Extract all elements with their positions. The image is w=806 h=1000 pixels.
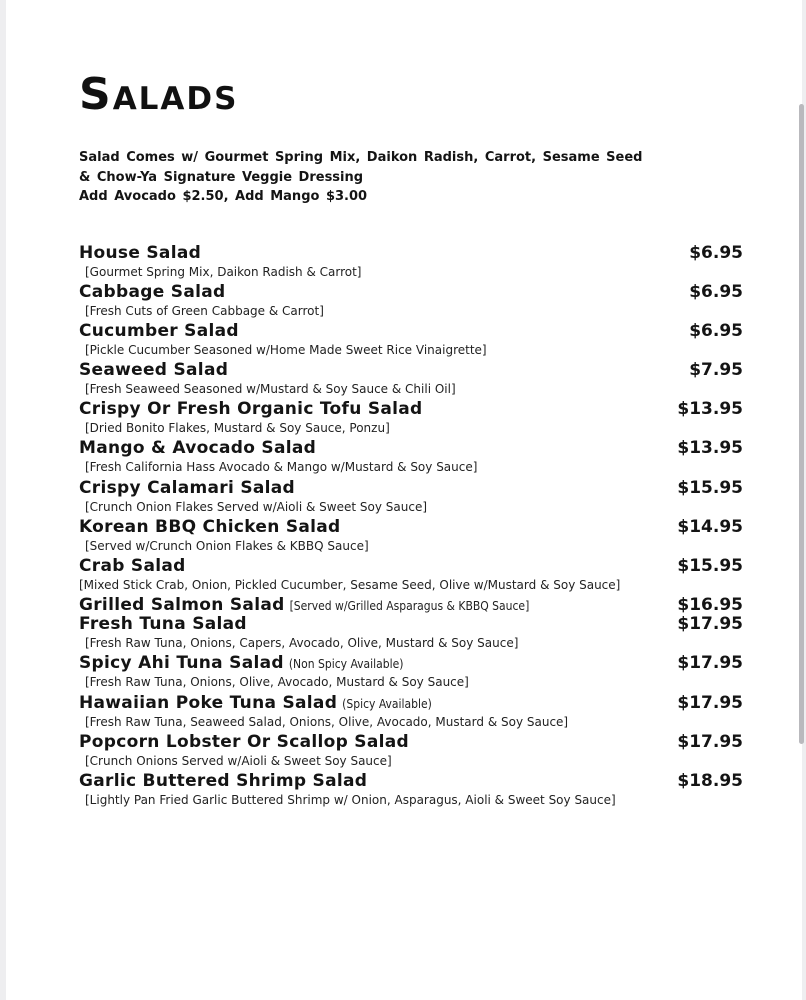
menu-item	[79, 359, 747, 398]
menu-item	[79, 281, 747, 320]
menu-item-description: [Crunch Onions Served w/Aioli & Sweet Soy Sauce]	[85, 753, 392, 768]
salad-menu-list	[79, 242, 747, 809]
menu-item	[79, 613, 747, 652]
menu-item-description: [Fresh Seaweed Seasoned w/Mustard & Soy Sauce & Chili Oil]	[85, 382, 456, 397]
menu-item-description: [Fresh Raw Tuna, Onions, Olive, Avocado, Mustard & Soy Sauce]	[85, 675, 469, 690]
intro-line: Salad Comes w/ Gourmet Spring Mix, Daikon Radish, Carrot, Sesame Seed	[79, 150, 643, 165]
menu-item-heading	[79, 477, 295, 500]
menu-item-description: [Fresh Cuts of Green Cabbage & Carrot]	[85, 304, 324, 319]
menu-item-name: Cucumber Salad	[79, 321, 239, 342]
menu-item-description: [Fresh Raw Tuna, Onions, Capers, Avocado, Olive, Mustard & Soy Sauce]	[85, 636, 519, 651]
menu-item-name: House Salad	[79, 243, 202, 263]
menu-item	[79, 437, 747, 476]
menu-item-heading	[79, 555, 186, 578]
menu-item-name: Spicy Ahi Tuna Salad	[79, 653, 284, 674]
menu-item-price: $15.95	[677, 555, 743, 576]
menu-item	[79, 516, 747, 555]
menu-item-price: $17.95	[677, 692, 743, 713]
menu-item-price: $17.95	[677, 653, 743, 674]
menu-item-price: $17.95	[677, 731, 743, 752]
menu-item-name: Mango & Avocado Salad	[79, 438, 317, 459]
menu-item-name: Korean BBQ Chicken Salad	[79, 516, 341, 537]
menu-page	[6, 0, 802, 1000]
menu-item	[79, 398, 747, 437]
menu-item-heading	[79, 613, 247, 636]
menu-item-price: $17.95	[677, 614, 743, 635]
menu-item-price: $18.95	[677, 770, 743, 791]
menu-item-heading	[79, 359, 228, 382]
menu-item-price: $16.95	[677, 594, 743, 615]
menu-item-heading	[79, 320, 239, 343]
menu-item-price: $6.95	[689, 282, 743, 303]
menu-item-price: $13.95	[677, 438, 743, 459]
menu-item-price: $6.95	[689, 321, 743, 342]
menu-item	[79, 477, 747, 516]
menu-item-heading	[79, 398, 423, 421]
menu-item	[79, 320, 747, 359]
menu-item-name: Hawaiian Poke Tuna Salad	[79, 692, 338, 713]
menu-item-price: $14.95	[677, 516, 743, 537]
menu-item-note: [Served w/Grilled Asparagus & KBBQ Sauce]	[289, 598, 530, 613]
menu-item-description: [Served w/Crunch Onion Flakes & KBBQ Sauce]	[85, 538, 369, 553]
menu-item-heading	[79, 437, 316, 460]
menu-item	[79, 555, 747, 594]
menu-item-name: Seaweed Salad	[79, 360, 229, 381]
menu-item-name: Popcorn Lobster Or Scallop Salad	[79, 731, 409, 752]
menu-item-description: [Lightly Pan Fried Garlic Buttered Shrimp w/ Onion, Asparagus, Aioli & Sweet Soy Sauce]	[85, 792, 616, 807]
menu-item-heading	[79, 731, 409, 754]
menu-item	[79, 594, 747, 614]
menu-item-name: Cabbage Salad	[79, 282, 226, 303]
menu-item-description: [Crunch Onion Flakes Served w/Aioli & Sweet Soy Sauce]	[85, 499, 428, 514]
menu-item-heading	[79, 281, 225, 304]
menu-item-name: Crab Salad	[79, 555, 186, 576]
scrollbar[interactable]	[799, 104, 804, 744]
menu-item	[79, 652, 747, 691]
menu-item-price: $6.95	[689, 243, 743, 263]
menu-item-description: [Fresh California Hass Avocado & Mango w/Mustard & Soy Sauce]	[85, 460, 478, 475]
menu-item-name: Crispy Or Fresh Organic Tofu Salad	[79, 399, 423, 420]
menu-item-heading	[79, 242, 201, 265]
menu-item	[79, 242, 747, 281]
menu-item	[79, 692, 747, 731]
menu-item-description: [Dried Bonito Flakes, Mustard & Soy Sauce, Ponzu]	[85, 421, 390, 436]
menu-item-heading	[79, 652, 403, 675]
page-title: Salads	[79, 69, 239, 120]
menu-item-name: Crispy Calamari Salad	[79, 477, 296, 498]
salad-intro	[79, 148, 643, 207]
menu-item-heading	[79, 692, 432, 715]
menu-item-name: Grilled Salmon Salad	[79, 594, 285, 615]
intro-line: & Chow-Ya Signature Veggie Dressing	[79, 169, 364, 185]
menu-item-note: (Spicy Available)	[342, 696, 432, 711]
menu-item-description: [Pickle Cucumber Seasoned w/Home Made Sweet Rice Vinaigrette]	[85, 343, 487, 358]
menu-item	[79, 770, 747, 809]
menu-item-description: [Mixed Stick Crab, Onion, Pickled Cucumber, Sesame Seed, Olive w/Mustard & Soy Sauce]	[79, 577, 621, 592]
menu-item	[79, 731, 747, 770]
menu-item-price: $13.95	[677, 399, 743, 420]
menu-item-note: (Non Spicy Available)	[288, 657, 404, 672]
add-ons-line: Add Avocado $2.50, Add Mango $3.00	[79, 189, 368, 204]
menu-item-name: Fresh Tuna Salad	[79, 614, 247, 635]
menu-item-heading	[79, 770, 367, 793]
menu-item-price: $15.95	[677, 477, 743, 498]
menu-item-name: Garlic Buttered Shrimp Salad	[79, 770, 368, 791]
menu-item-price: $7.95	[689, 360, 743, 381]
menu-item-heading	[79, 516, 341, 539]
menu-item-description: [Gourmet Spring Mix, Daikon Radish & Carrot]	[85, 265, 362, 279]
menu-item-description: [Fresh Raw Tuna, Seaweed Salad, Onions, Olive, Avocado, Mustard & Soy Sauce]	[85, 714, 569, 729]
